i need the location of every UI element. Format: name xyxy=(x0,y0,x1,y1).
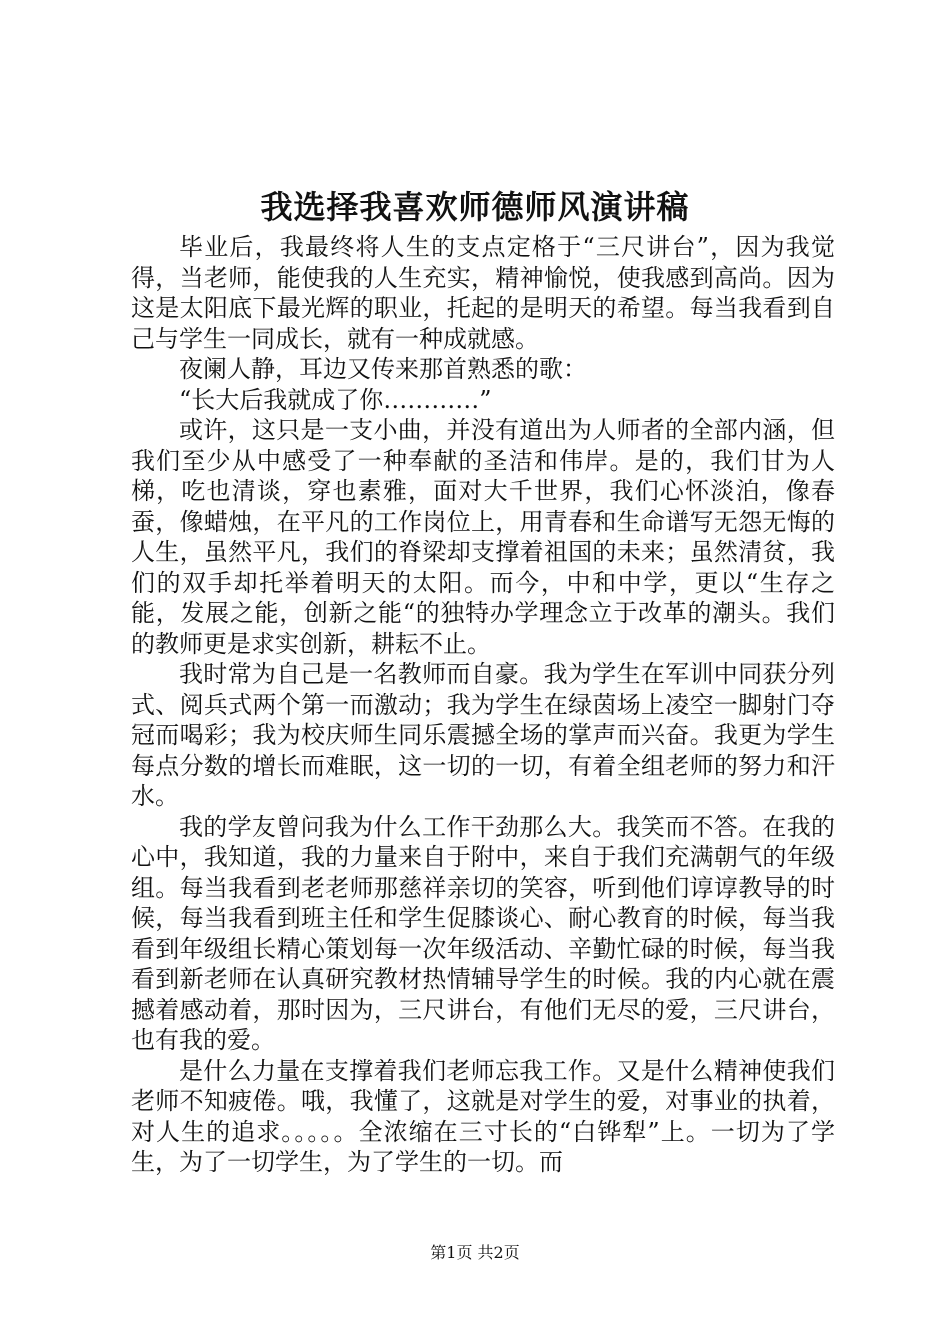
paragraph-2: 夜阑人静，耳边又传来那首熟悉的歌： xyxy=(179,355,587,383)
document-title: 我选择我喜欢师德师风演讲稿 xyxy=(260,188,690,226)
document-body xyxy=(131,232,835,1178)
paragraph-4: 或许，这只是一支小曲，并没有道出为人师者的全部内涵，但我们至少从中感受了一种奉献的圣洁和伟岸。是的，我们甘为人梯，吃也清谈，穿也素雅，面对大千世界，我们心怀淡泊，像春蚕，像蜡烛，在平凡的工作岗位上，用青春和生命谱写无怨无悔的人生，虽然平凡，我们的脊梁却支撑着祖国的未来；虽然清贫，我们的双手却托举着明天的太阳。而今，中和中学，更以“生存之能，发展之能，创新之能“的独特办学理念立于改革的潮头。我们的教师更是求实创新，耕耘不止。 xyxy=(131,416,835,658)
paragraph-7: 是什么力量在支撑着我们老师忘我工作。又是什么精神使我们老师不知疲倦。哦，我懂了，这就是对学生的爱，对事业的执着，对人生的追求。。。。。全浓缩在三寸长的“白铧犁”上。一切为了学生，为了一切学生，为了学生的一切。而 xyxy=(131,1056,835,1176)
page-number-footer: 第1页 共2页 xyxy=(430,1243,520,1262)
paragraph-3: “长大后我就成了你…………” xyxy=(179,385,492,414)
paragraph-1: 毕业后，我最终将人生的支点定格于“三尺讲台”，因为我觉得，当老师，能使我的人生充实，精神愉悦，使我感到高尚。因为这是太阳底下最光辉的职业，托起的是明天的希望。每当我看到自己与学生一同成长，就有一种成就感。 xyxy=(131,233,835,353)
paragraph-6: 我的学友曾问我为什么工作干劲那么大。我笑而不答。在我的心中，我知道，我的力量来自于附中，来自于我们充满朝气的年级组。每当我看到老老师那慈祥亲切的笑容，听到他们谆谆教导的时候，每当我看到班主任和学生促膝谈心、耐心教育的时候，每当我看到年级组长精心策划每一次年级活动、辛勤忙碌的时候，每当我看到新老师在认真研究教材热情辅导学生的时候。我的内心就在震撼着感动着，那时因为，三尺讲台，有他们无尽的爱，三尺讲台，也有我的爱。 xyxy=(131,812,835,1054)
paragraph-5: 我时常为自己是一名教师而自豪。我为学生在军训中同获分列式、阅兵式两个第一而激动；我为学生在绿茵场上凌空一脚射门夺冠而喝彩；我为校庆师生同乐震撼全场的掌声而兴奋。我更为学生每点分数的增长而难眠，这一切的一切，有着全组老师的努力和汗水。 xyxy=(131,660,835,810)
